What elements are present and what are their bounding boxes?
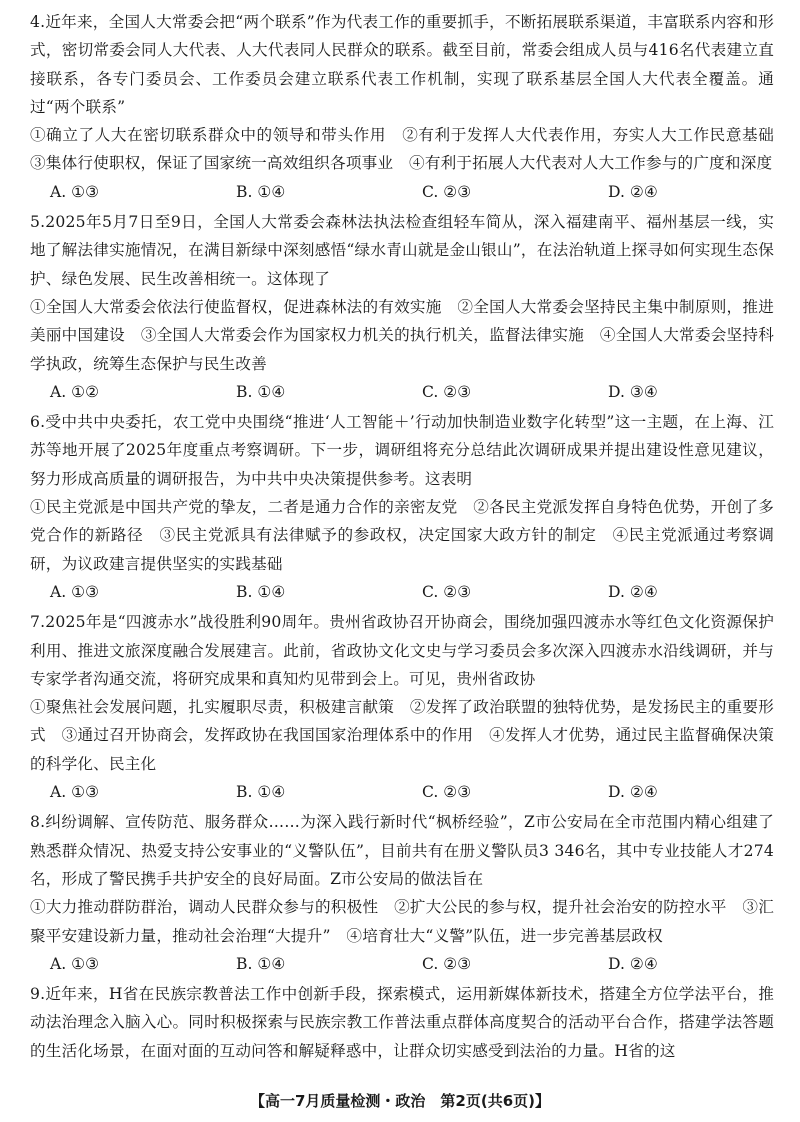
question-stem: 4.近年来，全国人大常委会把“两个联系”作为代表工作的重要抓手，不断拓展联系渠道，丰富联系内容和形式，密切常委会同人大代表、人大代表同人民群众的联系。截至目前，常委会组成人员与416名代表建立直接联系，各专门委员会、工作委员会建立联系代表工作机制，实现了联系基层全国人大代表全覆盖。通过“两个联系” bbox=[30, 13, 774, 116]
choice-a: A. ①③ bbox=[50, 954, 100, 973]
choice-d: D. ②④ bbox=[608, 582, 658, 601]
choice-c: C. ②③ bbox=[422, 582, 472, 601]
choice-d: D. ②④ bbox=[608, 954, 658, 973]
choice-row bbox=[30, 178, 774, 206]
choice-a: A. ①③ bbox=[50, 783, 100, 802]
question-8 bbox=[30, 808, 774, 978]
question-stem: 6.受中共中央委托，农工党中央围绕“推进‘人工智能＋’行动加快制造业数字化转型”这一主题，在上海、江苏等地开展了2025年度重点考察调研。下一步，调研组将充分总结此次调研成果并提出建设性意见建议，努力形成高质量的调研报告，为中共中央决策提供参考。这表明 bbox=[30, 413, 774, 488]
question-options: ①民主党派是中国共产党的挚友，二者是通力合作的亲密友党 ②各民主党派发挥自身特色优势，开创了多党合作的新路径 ③民主党派具有法律赋予的参政权，决定国家大政方针的制定 ④民主党派通过考察调研，为议政建言提供坚实的实践基础 bbox=[30, 498, 774, 573]
choice-c: C. ②③ bbox=[422, 783, 472, 802]
question-6 bbox=[30, 408, 774, 606]
page-footer: 【高一7月质量检测・政治 第2页(共6页)】 bbox=[249, 1092, 551, 1110]
choice-d: D. ②④ bbox=[608, 783, 658, 802]
choice-row bbox=[30, 778, 774, 806]
choice-row bbox=[30, 578, 774, 606]
choice-a: A. ①③ bbox=[50, 582, 100, 601]
choice-b: B. ①④ bbox=[236, 954, 286, 973]
question-9 bbox=[30, 980, 774, 1065]
choice-c: C. ②③ bbox=[422, 182, 472, 201]
question-options: ①大力推动群防群治，调动人民群众参与的积极性 ②扩大公民的参与权，提升社会治安的防控水平 ③汇聚平安建设新力量，推动社会治理“大提升” ④培育壮大“义警”队伍，进一步完善基层政权 bbox=[30, 898, 774, 945]
choice-b: B. ①④ bbox=[236, 182, 286, 201]
choice-b: B. ①④ bbox=[236, 382, 286, 401]
choice-c: C. ②③ bbox=[422, 954, 472, 973]
choice-d: D. ③④ bbox=[608, 382, 658, 401]
choice-d: D. ②④ bbox=[608, 182, 658, 201]
question-options: ①聚焦社会发展问题，扎实履职尽责，积极建言献策 ②发挥了政治联盟的独特优势，是发扬民主的重要形式 ③通过召开协商会，发挥政协在我国国家治理体系中的作用 ④发挥人才优势，通过民主监督确保决策的科学化、民主化 bbox=[30, 698, 774, 773]
question-stem: 8.纠纷调解、宣传防范、服务群众……为深入践行新时代“枫桥经验”，Z市公安局在全市范围内精心组建了熟悉群众情况、热爱支持公安事业的“义警队伍”，目前共有在册义警队员3 346名，其中专业技能人才274名，形成了警民携手共护安全的良好局面。Z市公安局的做法旨在 bbox=[30, 813, 774, 888]
choice-row bbox=[30, 378, 774, 406]
question-7 bbox=[30, 608, 774, 806]
question-options: ①全国人大常委会依法行使监督权，促进森林法的有效实施 ②全国人大常委会坚持民主集中制原则，推进美丽中国建设 ③全国人大常委会作为国家权力机关的执行机关，监督法律实施 ④全国人大常委会坚持科学执政，统筹生态保护与民生改善 bbox=[30, 297, 774, 373]
question-stem: 9.近年来，H省在民族宗教普法工作中创新手段，探索模式，运用新媒体新技术，搭建全方位学法平台，推动法治理念入脑入心。同时积极探索与民族宗教工作普法重点群体高度契合的活动平台合作，搭建学法答题的生活化场景，在面对面的互动问答和解疑释惑中，让群众切实感受到法治的力量。H省的这 bbox=[30, 985, 774, 1060]
question-4 bbox=[30, 8, 790, 206]
question-stem: 5.2025年5月7日至9日，全国人大常委会森林法执法检查组轻车简从，深入福建南平、福州基层一线，实地了解法律实施情况，在满目新绿中深刻感悟“绿水青山就是金山银山”，在法治轨道上探寻如何实现生态保护、绿色发展、民生改善相统一。这体现了 bbox=[30, 213, 774, 288]
choice-b: B. ①④ bbox=[236, 783, 286, 802]
choice-a: A. ①③ bbox=[50, 182, 100, 201]
question-5 bbox=[30, 208, 774, 406]
choice-a: A. ①② bbox=[50, 382, 100, 401]
choice-b: B. ①④ bbox=[236, 582, 286, 601]
question-stem: 7.2025年是“四渡赤水”战役胜利90周年。贵州省政协召开协商会，围绕加强四渡赤水等红色文化资源保护利用、推进文旅深度融合发展建言。此前，省政协文化文史与学习委员会多次深入四渡赤水沿线调研，并与专家学者沟通交流，将研究成果和真知灼见带到会上。可见，贵州省政协 bbox=[30, 613, 774, 688]
question-options: ①确立了人大在密切联系群众中的领导和带头作用 ②有利于发挥人大代表作用，夯实人大工作民意基础 ③集体行使职权，保证了国家统一高效组织各项事业 ④有利于拓展人大代表对人大工作参与的广度和深度 bbox=[30, 126, 790, 173]
choice-c: C. ②③ bbox=[422, 382, 472, 401]
choice-row bbox=[30, 950, 774, 978]
